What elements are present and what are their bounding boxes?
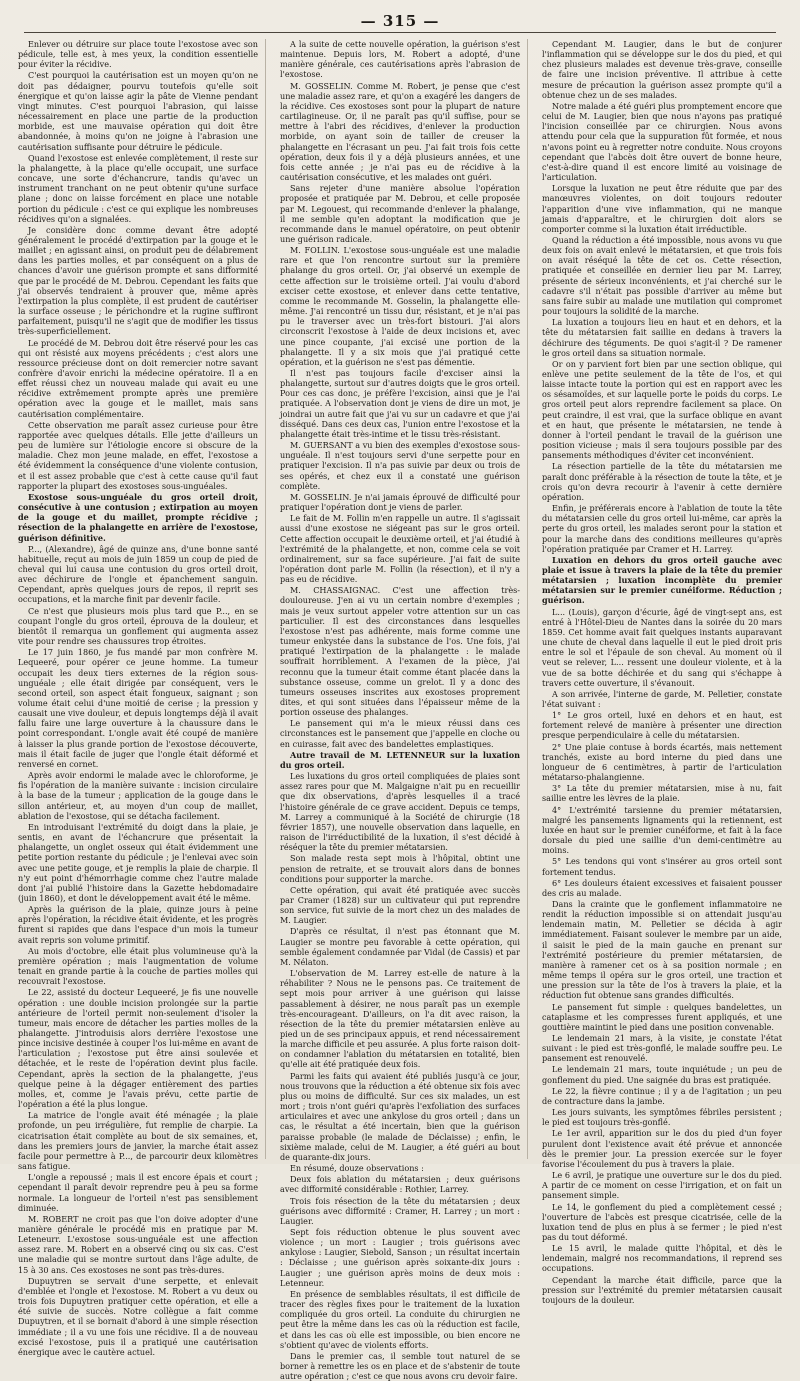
section-heading: Autre travail de M. LETENNEUR sur la luxation du gros orteil. [280,749,520,770]
paragraph: Le pansement qui m'a le mieux réussi dans ces circonstances est le pansement que j'appelle en cloche ou en cuirasse, fait avec des bandelettes emplastiques. [280,718,520,749]
paragraph: P..., (Alexandre), âgé de quinze ans, d'une bonne santé habituelle, reçut au mois de juin 1859 un coup de pied de cheval qui lui causa une contusion du gros orteil droit, avec déchirure de l'ongle et épanchement sanguin. Cependant, après quelques jours de repos, il reprit ses occupations, et la marche finit par devenir facile. [18,543,258,605]
paragraph: 2° Une plaie contuse à bords écartés, mais nettement tranchés, existe au bord interne du pied dans une longueur de 6 centimètres, à partir de l'articulation métatarso-phalangienne. [542,741,782,783]
paragraph: Je considère donc comme devant être adopté généralement le procédé d'extirpation par la gouge et le maillet ; en agissant ainsi, on produit peu de délabrement dans les parties molles, et par conséquent on a plus de chances d'avoir une guérison prompte et sans difformité que par le procédé de M. Debrou. Cependant les faits que j'ai observés tendraient à prouver que, même après l'extirpation la plus complète, il est prudent de cautériser la surface osseuse ; le périchondre et la rugine suffiront parfaitement, puisqu'il ne s'agit que de modifier les tissus très-superficiellement. [18,224,258,337]
paragraph: Le 17 juin 1860, je fus mandé par mon confrère M. Lequeeré, pour opérer ce jeune homme. La tumeur occupait les deux tiers externes de la région sous-unguéale ; elle était dirigée par conséquent, vers le second orteil, son aspect était fongueux, saignant ; son volume était celui d'une moitié de cerise ; la pression y causait une vive douleur, et depuis longtemps déjà il avait fallu faire une large ouverture à la chaussure dans le point correspondant. L'ongle avait été coupé de manière à laisser la plus grande portion de l'exostose découverte, mais il était facile de juger que l'ongle était déformé et renversé en cornet. [18,647,258,769]
paragraph: Après avoir endormi le malade avec le chloroforme, je fis l'opération de la manière suivante : incision circulaire à la base de la tumeur ; application de la gouge dans le sillon antérieur, et, au moyen d'un coup de maillet, ablation de l'exostose, qui se détacha facilement. [18,770,258,821]
paragraph: Le lendemain 21 mars, toute inquiétude ; un peu de gonflement du pied. Une saignée du bras est pratiquée. [542,1064,782,1085]
paragraph: Cependant M. Laugier, dans le but de conjurer l'inflammation qui se développe sur le dos du pied, et qui chez plusieurs malades est devenue très-grave, conseille de faire une incision préventive. Il attribue à cette mesure de précaution la guérison assez prompte qu'il a obtenue chez un de ses malades. [542,39,782,100]
paragraph: Cette observation me paraît assez curieuse pour être rapportée avec quelques détails. Elle jette d'ailleurs un peu de lumière sur l'étiologie encore si obscure de la maladie. Chez mon jeune malade, en effet, l'exostose a été évidemment la conséquence d'une violente contusion, et il est assez probable que c'est à cette cause qu'il faut rapporter la plupart des exostoses sous-unguéales. [18,419,258,491]
paragraph: Dans la crainte que le gonflement inflammatoire ne rendit la réduction impossible si on attendait jusqu'au lendemain matin, M. Pelletier se décida à agir immédiatement. Faisant soulever le membre par un aide, il saisit le pied de la main gauche en prenant sur l'extrémité postérieure du premier métatarsien, de manière à ramener cet os à sa position normale ; en même temps il opéra sur le gros orteil, une traction et une pression sur la tête de l'os à travers la plaie, et la réduction fut obtenue sans grandes difficultés. [542,898,782,1001]
paragraph: Sans rejeter d'une manière absolue l'opération proposée et pratiquée par M. Debrou, et celle proposée par M. Legouest, qui recommande d'enlever la phalange, il me semble qu'en adoptant la modification que je recommande dans le manuel opératoire, on peut obtenir une guérison radicale. [280,183,520,244]
paragraph: 5° Les tendons qui vont s'insérer au gros orteil sont fortement tendus. [542,856,782,877]
paragraph: Le 22, assisté du docteur Lequeeré, je fis une nouvelle opération : une double incision prolongée sur la partie antérieure de l'orteil permit non-seulement d'isoler la tumeur, mais encore de détacher les parties molles de la phalangette. J'introduisis alors derrière l'exostose une pince incisive destinée à couper l'os lui-même en avant de l'articulation ; l'exostose put être ainsi soulevée et détachée, et le reste de l'opération devint plus facile. Cependant, après la section de la phalangette, j'eus quelque peine à la dégager entièrement des parties molles, et, comme je l'avais prévu, cette partie de l'opération a été la plus longue. [18,987,258,1110]
paragraph: M. GOSSELIN. Comme M. Robert, je pense que c'est une maladie assez rare, et qu'on a exagéré les dangers de la récidive. Ces exostoses sont pour la plupart de nature cartilagineuse. Or, il ne paraît pas qu'il suffise, pour se mettre à l'abri des récidives, d'enlever la production morbide, on ayant soin de tailler de creuser la phalangette en l'écrasant un peu. J'ai fait trois fois cette opération, deux fois il y a déjà plusieurs années, et une fois cette année ; je n'ai pas eu de récidive à la cautérisation consécutive, et les malades ont guéri. [280,80,520,183]
paragraph: 3° La tête du premier métatarsien, mise à nu, fait saillie entre les lèvres de la plaie. [542,783,782,804]
paragraph: Enlever ou détruire sur place toute l'exostose avec son pédicule, telle est, à mes yeux, la condition essentielle pour éviter la récidive. [18,39,258,70]
paragraph: L... (Louis), garçon d'écurie, âgé de vingt-sept ans, est entré à l'Hôtel-Dieu de Nantes dans la soirée du 20 mars 1859. Cet homme avait fait quelques instants auparavant une chute de cheval dans laquelle il eut le pied droit pris entre le sol et l'épaule de son cheval. Au moment où il veut se relever, L... ressent une douleur violente, et à la vue de sa botte déchirée et du sang qui s'échappe à travers cette ouverture, il s'évanouit. [542,606,782,688]
paragraph: Dupuytren se servait d'une serpette, et enlevait d'emblée et l'ongle et l'exostose. M. Robert a vu deux ou trois fois Dupuytren pratiquer cette opération, et elle a été suivie de succès. Notre collègue a fait comme Dupuytren, et il se bornait d'abord à une simple résection immédiate ; il a vu une fois une récidive. Il a de nouveau excisé l'exostose, puis il a pratiqué une cautérisation énergique avec le cautère actuel. [18,1275,258,1357]
paragraph: Dans le premier cas, il semble tout naturel de se borner à remettre les os en place et de s'abstenir de toute autre opération ; c'est ce que nous avons cru devoir faire. [280,1350,520,1381]
paragraph: Quand l'exostose est enlevée complètement, il reste sur la phalangette, à la place qu'elle occupait, une surface concave, une sorte d'échancrure, tandis qu'avec un instrument tranchant on ne peut obtenir qu'une surface plane ; donc on laisse forcément en place une notable portion du pédicule : c'est ce qui explique les nombreuses récidives qu'on a signalées. [18,152,258,224]
paragraph: Après la guérison de la plaie, quinze jours à peine après l'opération, la récidive était évidente, et les progrès furent si rapides que dans l'espace d'un mois la tumeur avait repris son volume primitif. [18,904,258,945]
paragraph: Le 14, le gonflement du pied a complètement cessé ; l'ouverture de l'abcès est presque cicatrisée, celle de la luxation tend de plus en plus à se fermer ; le pied n'est pas du tout déformé. [542,1201,782,1242]
paragraph: 4° L'extrémité tarsienne du premier métatarsien, malgré les pansements lignaments qui la retiennent, est luxée en haut sur le premier cunéiforme, et fait à la face dorsale du pied une saillie d'un demi-centimètre au moins. [542,804,782,856]
paragraph: 6° Les douleurs étaient excessives et faisaient pousser des cris au malade. [542,877,782,898]
paragraph: Quand la réduction a été impossible, nous avons vu que deux fois on avait enlevé le métatarsien, et que trois fois on avait réséqué la tête de cet os. Cette résection, pratiquée et conseillée en dernier lieu par M. Larrey, présente de sérieux inconvénients, et j'ai cherché sur le cadavre s'il n'était pas possible d'arriver au même but sans faire subir au malade une mutilation qui compromet pour toujours la solidité de la marche. [542,234,782,317]
paragraph: C'est pourquoi la cautérisation est un moyen qu'on ne doit pas dédaigner, pourvu toutefois qu'elle soit énergique et qu'on laisse agir la pâte de Vienne pendant vingt minutes. C'est pourquoi l'abrasion, qui laisse nécessairement en place une partie de la production morbide, est une mauvaise opération qui doit être abandonnée, à moins qu'on ne joigne à l'abrasion une cautérisation suffisante pour détruire le pédicule. [18,70,258,152]
section-heading: Luxation en dehors du gros orteil gauche avec plaie et issue à travers la plaie de la tête du premier métatarsien ; luxation incomplète du premier métatarsien sur le premier cunéiforme. Réduction ; guérison. [542,554,782,606]
paragraph: M. GOSSELIN. Je n'ai jamais éprouvé de difficulté pour pratiquer l'opération dont je viens de parler. [280,491,520,513]
paragraph: La luxation a toujours lieu en haut et en dehors, et la tête du métatarsien fait saillie en dedans à travers la déchirure des téguments. De quoi s'agit-il ? De ramener le gros orteil dans sa situation normale. [542,317,782,358]
paragraph: En résumé, douze observations : [290,1163,424,1174]
paragraph: Sept fois réduction obtenue le plus souvent avec violence ; un mort : Laugier ; trois guérisons avec ankylose : Laugier, Siebold, Sanson ; un résultat incertain : Déclaisse ; une guérison après soixante-dix jours : Laugier ; une guérison après moins de deux mois : Letenneur. [280,1226,520,1288]
paragraph: Parmi les faits qui avaient été publiés jusqu'à ce jour, nous trouvons que la réduction a été obtenue six fois avec plus ou moins de difficulté. Sur ces six malades, un est mort ; trois n'ont guéri qu'après l'exfoliation des surfaces articulaires et avec une ankylose du gros orteil ; dans un cas, le résultat a été incertain, bien que la guérison paraisse probable (le malade de Déclaisse) ; enfin, le sixième malade, celui de M. Laugier, a été guéri au bout de quarante-dix jours. [280,1070,520,1162]
paragraph: La matrice de l'ongle avait été ménagée ; la plaie profonde, un peu irrégulière, fut remplie de charpie. La cicatrisation était complète au bout de six semaines, et, dans les premiers jours de janvier, la marche était assez facile pour permettre à P..., de parcourir deux kilomètres sans fatigue. [18,1110,258,1172]
paragraph: M. FOLLIN. L'exostose sous-unguéale est une maladie rare et que l'on rencontre surtout sur la première phalange du gros orteil. Or, j'ai observé un exemple de cette affection sur le troisième orteil. J'ai voulu d'abord exciser cette exostose, et enlever dans cette tentative, comme le recommande M. Gosselin, la phalangette elle-même. J'ai rencontré un tissu dur, résistant, et je n'ai pas pu le traverser avec un très-fort bistouri. J'ai alors circonscrit l'exostose à l'aide de deux incisions et, avec une pince coupante, j'ai excisé une portion de la phalangette. Il y a six mois que j'ai pratiqué cette opération, et la guérison ne s'est pas démentie. [280,245,520,367]
paragraph: M. CHASSAIGNAC. C'est une affection très-douloureuse. J'en ai vu un certain nombre d'exemples ; mais je veux surtout appeler votre attention sur un cas particulier. Il est des circonstances dans lesquelles l'exostose n'est pas adhérente, mais forme comme une tumeur enkystée dans la substance de l'os. Une fois, j'ai pratiqué l'extirpation de la phalangette : le malade souffrait horriblement. A l'examen de la pièce, j'ai reconnu que la tumeur était comme étant placée dans la substance osseuse, comme un grelot. Il y a donc des tumeurs osseuses inscrites aux exostoses proprement dites, et qui sont situées dans l'épaisseur même de la portion osseuse des phalanges. [280,585,520,718]
paragraph: Trois fois résection de la tête du métatarsien ; deux guérisons avec difformité : Cramer, H. Larrey ; un mort : Laugier. [280,1195,520,1226]
column-right [542,39,782,1305]
paragraph: Il n'est pas toujours facile d'exciser ainsi la phalangette, surtout sur d'autres doigts que le gros orteil. Pour ces cas donc, je préfère l'excision, ainsi que je l'ai pratiquée. A l'observation dont je viens de dire un mot, je joindrai un autre fait que j'ai vu sur un cadavre et que j'ai disséqué. Dans ces deux cas, l'union entre l'exostose et la phalangette était très-intime et le tissu très-résistant. [280,368,520,439]
paragraph: Le 15 avril, le malade quitte l'hôpital, et dès le lendemain, malgré nos recommandations, il reprend ses occupations. [542,1243,782,1274]
paragraph: Le fait de M. Follin m'en rappelle un autre. Il s'agissait aussi d'une exostose ne siégeant pas sur le gros orteil. Cette affection occupait le deuxième orteil, et j'ai étudié à l'extrémité de la phalangette, et non, comme cela se voit ordinairement, sur sa face supérieure. J'ai fait de suite l'opération dont parle M. Follin (la résection), et il n'y a pas eu de récidive. [280,513,520,585]
page-number: — 315 — [360,12,440,30]
paragraph: M. ROBERT ne croit pas que l'on doive adopter d'une manière générale le procédé mis en pratique par M. Leteneurr. L'exostose sous-unguéale est une affection assez rare. M. Robert en a observé cinq ou six cas. C'est une maladie qui se montre surtout dans l'âge adulte, de 15 à 30 ans. Ces exostoses ne sont pas très-dures. [18,1213,258,1275]
paragraph: Au mois d'octobre, elle était plus volumineuse qu'à la première opération ; mais l'augmentation de volume tenait en grande partie à la couche de parties molles qui recouvrait l'exostose. [18,945,258,987]
paragraph: Le 1er avril, apparition sur le dos du pied d'un foyer purulent dont l'existence avait été prévue et annoncée dès le premier jour. La pression exercée sur le foyer favorise l'écoulement du pus à travers la plaie. [542,1128,782,1169]
paragraph: Les jours suivants, les symptômes fébriles persistent ; le pied est toujours très-gonflé. [542,1107,782,1128]
paragraph: En présence de semblables résultats, il est difficile de tracer des règles fixes pour le traitement de la luxation compliquée du gros orteil. La conduite du chirurgien ne peut être la même dans les cas où la réduction est facile, et dans les cas où elle est impossible, ou bien encore ne s'obtient qu'avec de violents efforts. [280,1288,520,1350]
paragraph: Lorsque la luxation ne peut être réduite que par des manœuvres violentes, on doit toujours redouter l'apparition d'une vive inflammation, qui ne manque jamais d'apparaître, et le chirurgien doit alors se comporter comme si la luxation était irréductible. [542,183,782,234]
paragraph: D'après ce résultat, il n'est pas étonnant que M. Laugier se montre peu favorable à cette opération, qui semble également condamnée par Vidal (de Cassis) et par M. Nélaton. [280,926,520,967]
paragraph: Enfin, je préférerais encore à l'ablation de toute la tête du métatarsien celle du gros orteil lui-même, car après la perte du gros orteil, les malades seront pour la station et pour la marche dans des conditions meilleures qu'après l'opération pratiquée par Cramer et H. Larrey. [542,503,782,554]
paragraph: 1° Le gros orteil, luxé en dehors et en haut, est fortement relevé de manière à présenter une direction presque perpendiculaire à celle du métatarsien. [542,710,782,741]
paragraph: Le 6 avril, je pratique une ouverture sur le dos du pied. A partir de ce moment on cesse l'irrigation, et on fait un pansement simple. [542,1170,782,1201]
paragraph: Cette opération, qui avait été pratiquée avec succès par Cramer (1828) sur un cultivateur qui put reprendre son service, fut suivie de la mort chez un des malades de M. Laugier. [280,884,520,926]
paragraph: En introduisant l'extrémité du doigt dans la plaie, je sentis, en avant de l'échancrure que présentait la phalangette, un onglet osseux qui était évidemment une petite portion restante du pédicule ; je l'enlevai avec soin avec une petite gouge, et je remplis la plaie de charpie. Il n'y eut point d'hémorrhagie comme chez l'autre malade dont j'ai publié l'histoire dans la Gazette hebdomadaire (juin 1860), et dont le développement avait été le même. [18,821,258,903]
paragraph: Cependant la marche était difficile, parce que la pression sur l'extrémité du premier métatarsien causait toujours de la douleur. [542,1274,782,1305]
paragraph: Le 22, la fièvre continue ; il y a de l'agitation ; un peu de contracture dans la jambe. [542,1085,782,1106]
paragraph: Notre malade a été guéri plus promptement encore que celui de M. Laugier, bien que nous n'ayons pas pratiqué l'incision conseillée par ce chirurgien. Nous avons attendu pour cela que la suppuration fût formée, et nous n'avons point eu à regretter notre conduite. Nous croyons cependant que l'abcès doit être ouvert de bonne heure, c'est-à-dire quand il est encore limité au voisinage de l'articulation. [542,100,782,183]
section-heading: Exostose sous-unguéale du gros orteil droit, consécutive à une contusion ; extirpation au moyen de la gouge et du maillet, prompte récidive ; résection de la phalangette en arrière de l'exostose, guérison définitive. [18,491,258,543]
paragraph: Or on y parvient fort bien par une section oblique, qui enlève une petite seulement de la tête de l'os, et qui laisse intacte toute la portion qui est en rapport avec les os sésamoïdes, et sur laquelle porte le poids du corps. Le gros orteil peut alors reprendre facilement sa place. On peut craindre, il est vrai, que la surface oblique en avant et en haut, que présente le métatarsien, ne tende à donner à l'orteil pendant le travail de la guérison une position vicieuse ; mais il sera toujours possible par des pansements méthodiques d'éviter cet inconvénient. [542,358,782,461]
column-left [18,39,266,1357]
paragraph: A la suite de cette nouvelle opération, la guérison s'est maintenue. Depuis lors, M. Robert a adopté, d'une manière générale, ces cautérisations après l'abrasion de l'exostose. [280,39,520,80]
paragraph: M. GUERSANT a vu bien des exemples d'exostose sous-unguéale. Il n'est toujours servi d'une serpette pour en pratiquer l'excision. Il n'a pas suivie par deux ou trois de ses opérés, et chez eux il a constaté une guérison complète. [280,440,520,491]
paragraph: Deux fois ablation du métatarsien ; deux guérisons avec difformité considérable : Rothier, Larrey. [280,1174,520,1195]
paragraph: La résection partielle de la tête du métatarsien me paraît donc préférable à la résection de toute la tête, et je crois qu'on devra recourir à l'avenir à cette dernière opération. [542,461,782,502]
paragraph: Le lendemain 21 mars, à la visite, je constate l'état suivant : le pied est très-gonflé, le malade souffre peu. Le pansement est renouvelé. [542,1033,782,1064]
paragraph: Le procédé de M. Debrou doit être réservé pour les cas qui ont résisté aux moyens précédents ; c'est alors une ressource précieuse dont on doit remercier notre savant confrère d'avoir enrichi la médecine opératoire. Il a en effet réussi chez un nouveau malade qui avait eu une récidive extrêmement prompte après une première opération avec la gouge et le maillet, mais sans cautérisation complémentaire. [18,337,258,419]
paragraph: Les luxations du gros orteil compliquées de plaies sont assez rares pour que M. Malgaigne n'ait pu en recueillir que dix observations, d'après lesquelles il a tracé l'histoire générale de ce grave accident. Depuis ce temps, M. Larrey a communiqué à la Société de chirurgie (18 février 1857), une nouvelle observation dans laquelle, en raison de l'irréductibilité de la luxation, il s'est décidé à réséquer la tête du premier métatarsien. [280,771,520,853]
paragraph: L'observation de M. Larrey est-elle de nature à la réhabiliter ? Nous ne le pensons pas. Ce traitement de sept mois pour arriver à une guérison qui laisse passablement à désirer, ne nous paraît pas un exemple très-encourageant. D'ailleurs, on l'a dit avec raison, la résection de la tête du premier métatarsien enlève au pied un de ses principaux appuis, et rend nécessairement la marche difficile et peu assurée. A plus forte raison doit-on condamner l'ablation du métatarsien en totalité, bien qu'elle ait été pratiquée deux fois. [280,968,520,1070]
header-rule [24,32,776,33]
paragraph: Ce n'est que plusieurs mois plus tard que P..., en se coupant l'ongle du gros orteil, éprouva de la douleur, et bientôt il remarqua un gonflement qui augmenta assez vite pour rendre ses chaussures trop étroites. [18,605,258,647]
paragraph: L'ongle a repoussé ; mais il est encore épais et court ; cependant il paraît devoir reprendre peu à peu sa forme normale. La longueur de l'orteil n'est pas sensiblement diminuée. [18,1172,258,1213]
paragraph: Le pansement fut simple : quelques bandelettes, un cataplasme et les compresses furent appliqués, et une gouttière maintint le pied dans une position convenable. [542,1001,782,1032]
paragraph: A son arrivée, l'interne de garde, M. Pelletier, constate l'état suivant : [542,688,782,709]
text-columns [18,39,782,1381]
column-middle [280,39,528,1381]
paragraph: Son malade resta sept mois à l'hôpital, obtint une pension de retraite, et se trouvait alors dans de bonnes conditions pour supporter la marche. [280,853,520,884]
